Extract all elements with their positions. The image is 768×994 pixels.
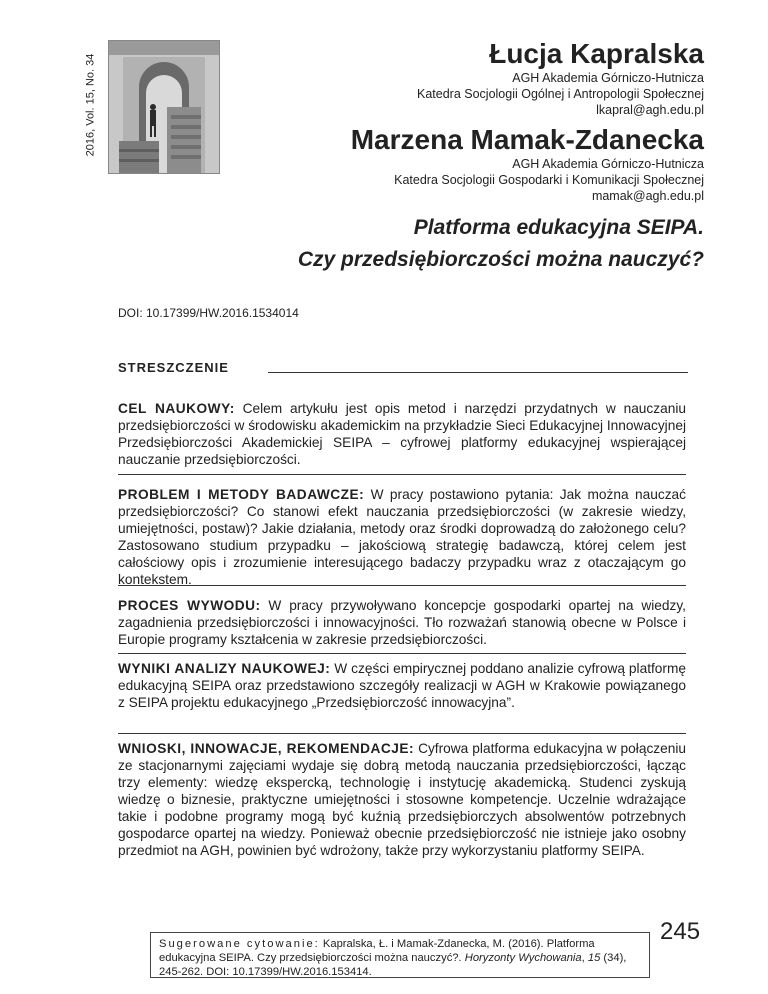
author-email: lkapral@agh.edu.pl <box>596 103 704 117</box>
author-department: Katedra Socjologii Gospodarki i Komunikacji Społecznej <box>394 173 704 187</box>
citation-journal: Horyzonty Wychowania <box>464 952 582 964</box>
journal-volume-strip <box>80 40 100 170</box>
section-text: W części empirycznej poddano analizie cyfrową platformę edukacyjną SEIPA oraz przedstawiono szczegóły realizacji w AGH w Krakowie powiązanego z SEIPA projektu edukacyjnego „Przedsiębiorczość innowacyjna”. <box>118 661 686 710</box>
author-department: Katedra Socjologii Ogólnej i Antropologii Społecznej <box>417 87 704 101</box>
title-line-2: Czy przedsiębiorczości można nauczyć? <box>297 248 704 271</box>
section-text: W pracy przywoływano koncepcje gospodarki opartej na wiedzy, zagadnienia przedsiębiorczości i innowacyjności. Tło rozważań stanowią obecne w Polsce i Europie programy kształcenia w zakresie przedsiębiorczości. <box>118 598 686 647</box>
abstract-header <box>118 360 688 380</box>
section-lead: WNIOSKI, INNOWACJE, REKOMENDACJE: <box>118 741 415 756</box>
abstract-section <box>118 740 686 859</box>
section-lead: CEL NAUKOWY: <box>118 401 235 416</box>
citation-volume: 15 <box>587 952 601 964</box>
citation-text-end: (34), 245-262. DOI: 10.17399/HW.2016.153414. <box>159 952 627 978</box>
citation-text: Kapralska, Ł. i Mamak-Zdanecka, M. (2016). Platforma edukacyjna SEIPA. Czy przedsiębiorczości można nauczyć?. <box>159 938 595 964</box>
doi-text: DOI: 10.17399/HW.2016.1534014 <box>118 306 299 320</box>
section-text: Celem artykułu jest opis metod i narzędzi przydatnych w nauczaniu przedsiębiorczości w środowisku akademickim na przykładzie Sieci Edukacyjnej Innowacyjnej Przedsiębiorczości Akademickiej SEIPA – cyfrowej platformy edukacyjnej wspierającej nauczanie przedsiębiorczości. <box>118 401 686 467</box>
section-lead: WYNIKI ANALIZY NAUKOWEJ: <box>118 661 331 676</box>
citation-label: Sugerowane cytowanie: <box>159 938 320 950</box>
section-divider <box>118 585 686 586</box>
article-title <box>104 212 704 276</box>
author-name: Marzena Mamak-Zdanecka <box>350 124 704 155</box>
abstract-section <box>118 660 686 711</box>
abstract-header-label: STRESZCZENIE <box>118 360 229 375</box>
author-affiliation: AGH Akademia Górniczo-Hutnicza <box>512 157 704 171</box>
page-number: 245 <box>660 918 701 945</box>
cover-illustration <box>109 41 219 173</box>
journal-cover-image <box>108 40 220 174</box>
author-name: Łucja Kapralska <box>489 38 704 69</box>
abstract-section <box>118 597 686 648</box>
author-email: mamak@agh.edu.pl <box>591 189 704 203</box>
journal-volume-text: 2016, Vol. 15, No. 34 <box>84 53 96 157</box>
section-divider <box>118 653 686 654</box>
section-divider <box>118 733 686 734</box>
citation-comma: , <box>581 952 588 964</box>
abstract-section <box>118 486 686 588</box>
author-block <box>224 38 704 204</box>
author-affiliation: AGH Akademia Górniczo-Hutnicza <box>512 71 704 85</box>
citation-box <box>150 932 650 978</box>
section-lead: PROBLEM I METODY BADAWCZE: <box>118 487 365 502</box>
section-divider <box>118 474 686 475</box>
abstract-section <box>118 400 686 468</box>
section-text: W pracy postawiono pytania: Jak można nauczać przedsiębiorczości? Co stanowi efekt nauczania przedsiębiorczości (w zakresie wiedzy, umiejętności, postaw)? Jakie działania, metody oraz środki doprowadzą do założonego celu? Zastosowano studium przypadku – jakościową strategię badawczą, której celem jest całościowy opis i zrozumienie interesującego badaczy przypadku wraz z otaczającym go kontekstem. <box>118 487 686 587</box>
section-text: Cyfrowa platforma edukacyjna w połączeniu ze stacjonarnymi zajęciami wydaje się dobrą metodą nauczania przedsiębiorczości, łącząc trzy elementy: wiedzę ekspercką, technologię i instytucję akademicką. Studenci zyskują wiedzę o biznesie, praktyczne umiejętności i stosowne kompetencje. Uczelnie wdrażające takie i podobne programy mogą być kuźnią przedsiębiorczych absolwentów potrzebnych gospodarce opartej na wiedzy. Ponieważ obecnie przedsiębiorczość nie istnieje jako osobny przedmiot na AGH, powinien być wdrożony, także przy wykorzystaniu platformy SEIPA. <box>118 741 687 858</box>
title-line-1: Platforma edukacyjna SEIPA. <box>413 216 704 239</box>
section-lead: PROCES WYWODU: <box>118 598 261 613</box>
header-rule <box>268 372 688 373</box>
